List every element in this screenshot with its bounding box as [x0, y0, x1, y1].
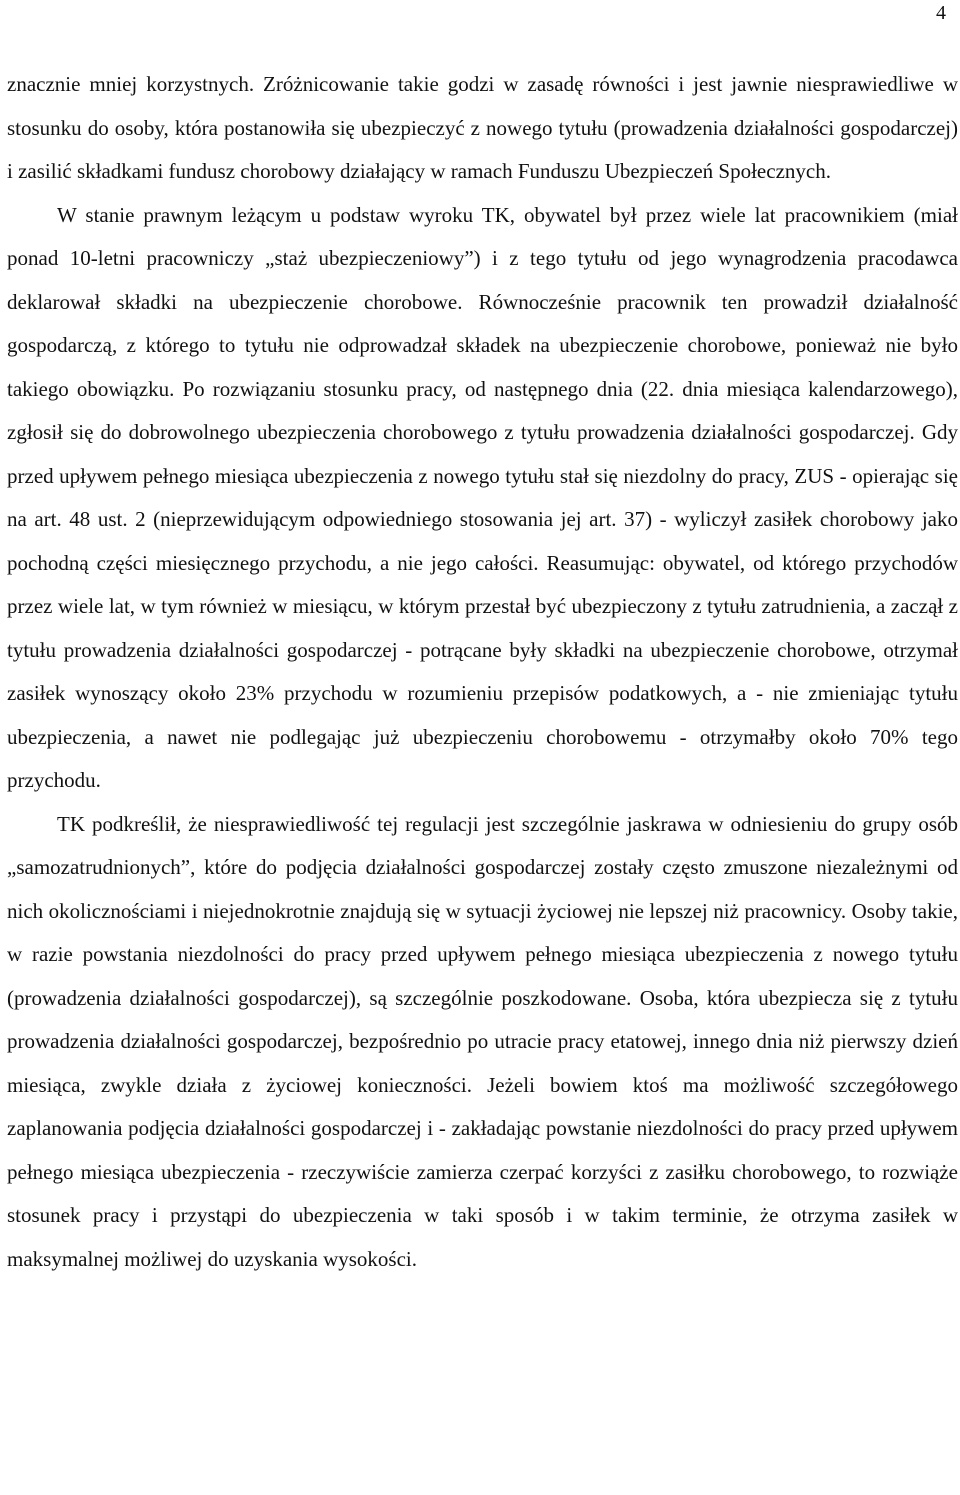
document-body	[7, 63, 958, 1281]
paragraph-tk-emphasis: TK podkreślił, że niesprawiedliwość tej regulacji jest szczególnie jaskrawa w odniesieniu do grupy osób „samozatrudnionych”, które do podjęcia działalności gospodarczej zostały często zmuszone niezależnymi od nich okolicznościami i niejednokrotnie znajdują się w sytuacji życiowej nie lepszej niż pracownicy. Osoby takie, w razie powstania niezdolności do pracy przed upływem pełnego miesiąca ubezpieczenia z nowego tytułu (prowadzenia działalności gospodarczej), są szczególnie poszkodowane. Osoba, która ubezpiecza się z tytułu prowadzenia działalności gospodarczej, bezpośrednio po utracie pracy etatowej, innego dnia niż pierwszy dzień miesiąca, zwykle działa z życiowej konieczności. Jeżeli bowiem ktoś ma możliwość szczegółowego zaplanowania podjęcia działalności gospodarczej i - zakładając powstanie niezdolności do pracy przed upływem pełnego miesiąca ubezpieczenia - rzeczywiście zamierza czerpać korzyści z zasiłku chorobowego, to rozwiąże stosunek pracy i przystąpi do ubezpieczenia w taki sposób i w takim terminie, że otrzyma zasiłek w maksymalnej możliwej do uzyskania wysokości.	[7, 811, 958, 1271]
page-number: 4	[936, 2, 946, 24]
paragraph-case-description: W stanie prawnym leżącym u podstaw wyroku TK, obywatel był przez wiele lat pracownikiem (miał ponad 10-letni pracowniczy „staż ubezpieczeniowy”) i z tego tytułu od jego wynagrodzenia pracodawca deklarował składki na ubezpieczenie chorobowe. Równocześnie pracownik ten prowadził działalność gospodarczą, z którego to tytułu nie odprowadzał składek na ubezpieczenie chorobowe, ponieważ nie było takiego obowiązku. Po rozwiązaniu stosunku pracy, od następnego dnia (22. dnia miesiąca kalendarzowego), zgłosił się do dobrowolnego ubezpieczenia chorobowego z tytułu prowadzenia działalności gospodarczej. Gdy przed upływem pełnego miesiąca ubezpieczenia z nowego tytułu stał się niezdolny do pracy, ZUS - opierając się na art. 48 ust. 2 (nieprzewidującym odpowiedniego stosowania jej art. 37) - wyliczył zasiłek chorobowy jako pochodną części miesięcznego przychodu, a nie jego całości. Reasumując: obywatel, od którego przychodów przez wiele lat, w tym również w miesiącu, w którym przestał być ubezpieczony z tytułu zatrudnienia, a zaczął z tytułu prowadzenia działalności gospodarczej - potrącane były składki na ubezpieczenie chorobowe, otrzymał zasiłek wynoszący około 23% przychodu w rozumieniu przepisów podatkowych, a - nie zmieniając tytułu ubezpieczenia, a nawet nie podlegając już ubezpieczeniu chorobowemu - otrzymałby około 70% tego przychodu.	[7, 202, 958, 792]
paragraph-continuation: znacznie mniej korzystnych. Zróżnicowanie takie godzi w zasadę równości i jest jawnie niesprawiedliwe w stosunku do osoby, która postanowiła się ubezpieczyć z nowego tytułu (prowadzenia działalności gospodarczej) i zasilić składkami fundusz chorobowy działający w ramach Funduszu Ubezpieczeń Społecznych.	[7, 72, 958, 183]
